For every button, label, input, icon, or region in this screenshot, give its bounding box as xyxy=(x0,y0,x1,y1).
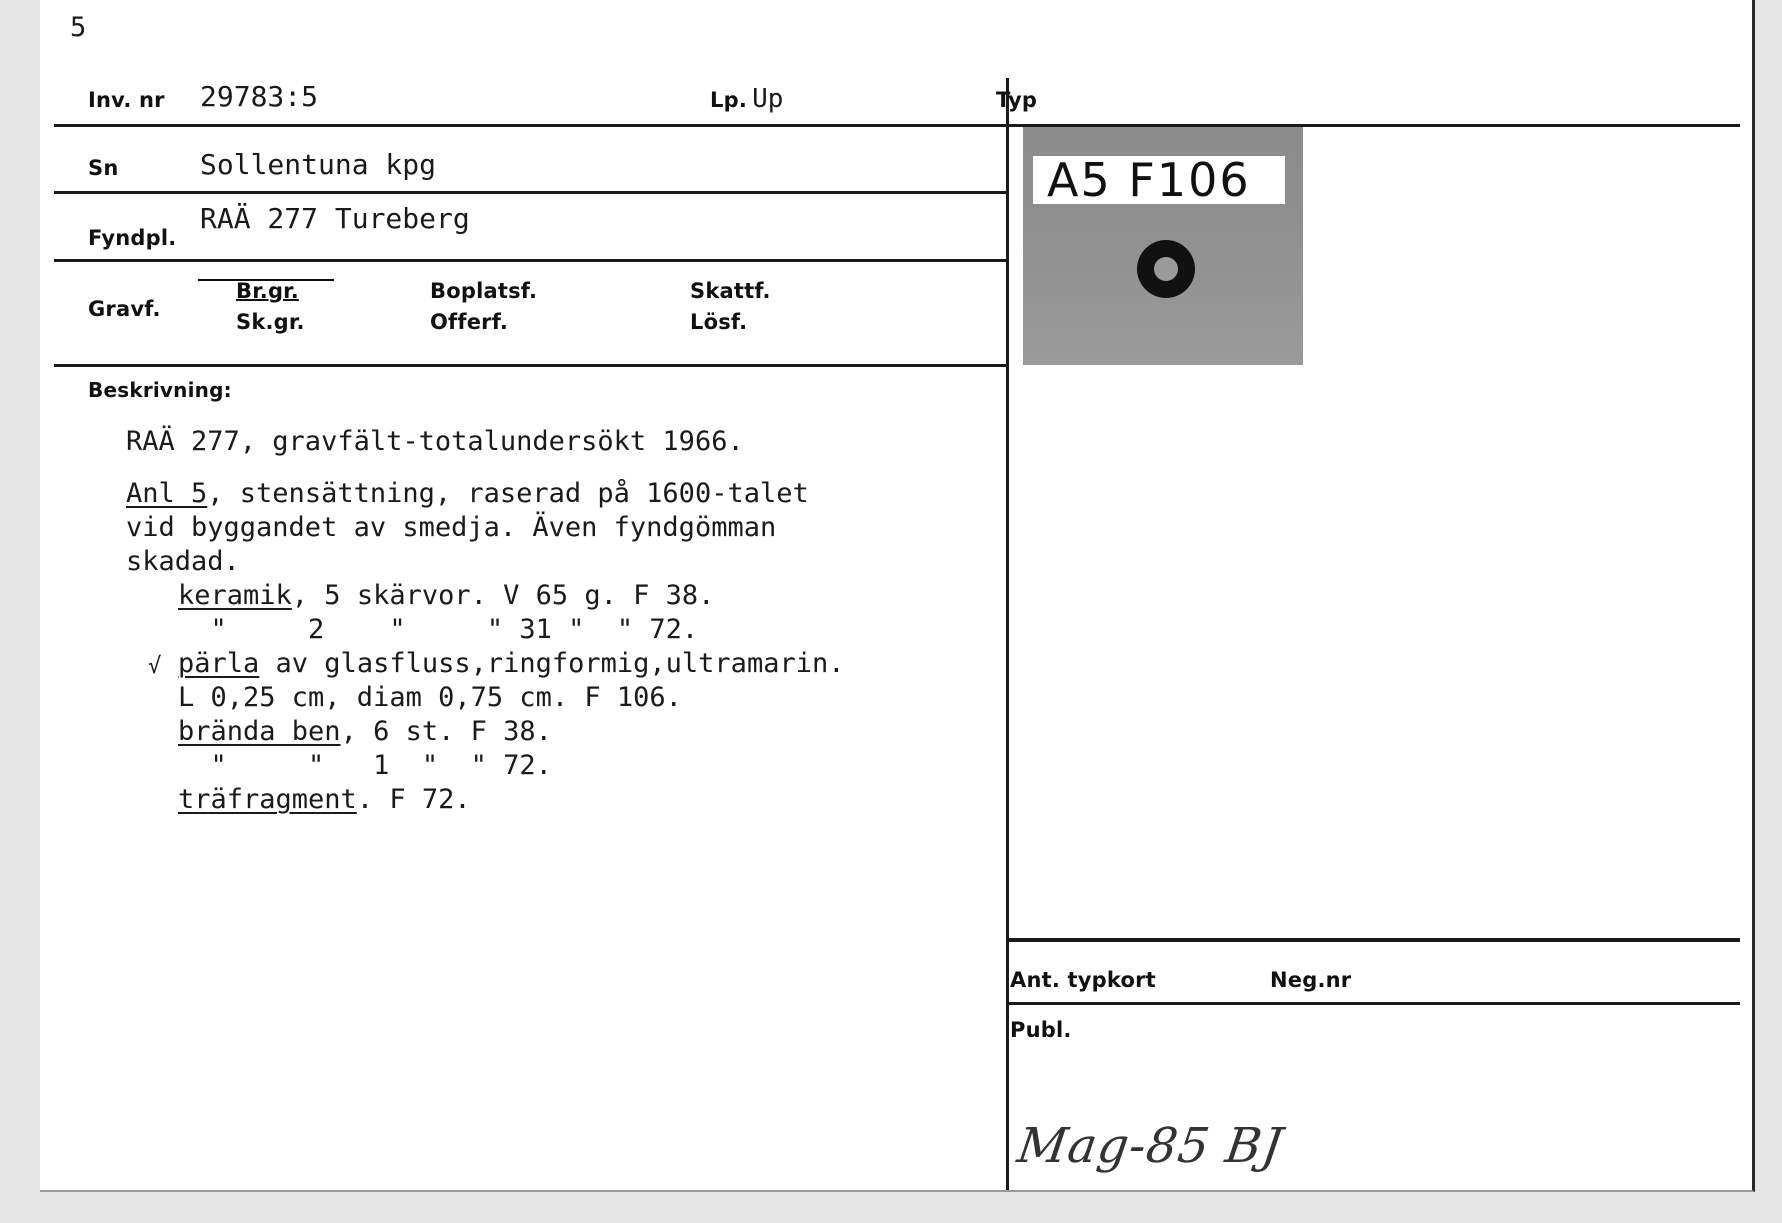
gravf-option-skattf: Skattf. xyxy=(690,279,771,303)
gravf-option-losf: Lösf. xyxy=(690,310,748,334)
desc-line-ben-2: " " 1 " " 72. xyxy=(178,750,552,781)
check-mark: √ xyxy=(148,654,162,679)
publ-label: Publ. xyxy=(1010,1018,1072,1042)
photo-label: A5 F106 xyxy=(1033,156,1285,204)
neg-nr-label: Neg.nr xyxy=(1270,968,1352,992)
lp-label: Lp. xyxy=(710,88,747,112)
card-number: 5 xyxy=(70,12,87,43)
desc-line-parla: pärla av glasfluss,ringformig,ultramarin. xyxy=(178,648,845,679)
lp-value: Up xyxy=(752,84,784,114)
fyndpl-label: Fyndpl. xyxy=(88,226,177,250)
rule-ant-bottom xyxy=(1009,1002,1740,1005)
bead-photo xyxy=(1023,127,1303,365)
desc-line-keramik-2: " 2 " " 31 " " 72. xyxy=(178,614,699,645)
ant-typkort-label: Ant. typkort xyxy=(1010,968,1156,992)
gravf-option-boplatsf: Boplatsf. xyxy=(430,279,538,303)
rule-inv xyxy=(54,124,1009,127)
rule-ant-top xyxy=(1009,938,1740,942)
inv-nr-value: 29783:5 xyxy=(200,80,319,113)
gravf-label: Gravf. xyxy=(88,297,161,321)
handwritten-signature: Mag-85 BJ xyxy=(1014,1118,1287,1174)
inv-nr-label: Inv. nr xyxy=(88,88,165,112)
desc-line-3: vid byggandet av smedja. Även fyndgömman xyxy=(126,512,777,543)
column-divider xyxy=(1006,78,1009,1190)
gravf-option-offerf: Offerf. xyxy=(430,310,509,334)
catalog-card xyxy=(40,0,1755,1192)
sn-label: Sn xyxy=(88,156,119,180)
typ-label: Typ xyxy=(996,88,1038,112)
bead-icon xyxy=(1137,240,1195,298)
desc-line-2: Anl 5, stensättning, raserad på 1600-talet xyxy=(126,478,809,509)
lp-field xyxy=(710,84,783,114)
desc-line-parla-2: L 0,25 cm, diam 0,75 cm. F 106. xyxy=(178,682,682,713)
keramik-term: keramik xyxy=(178,580,292,611)
rule-fyndpl xyxy=(54,259,1009,262)
desc-line-keramik: keramik, 5 skärvor. V 65 g. F 38. xyxy=(178,580,715,611)
anl-term: Anl 5 xyxy=(126,478,208,509)
gravf-option-skgr: Sk.gr. xyxy=(236,310,305,334)
desc-line-4: skadad. xyxy=(126,546,240,577)
rule-sn xyxy=(54,191,1009,194)
desc-line-1: RAÄ 277, gravfält-totalundersökt 1966. xyxy=(126,426,744,457)
desc-line-trafragment: träfragment. F 72. xyxy=(178,784,471,815)
fyndpl-value: RAÄ 277 Tureberg xyxy=(200,202,470,235)
gravf-option-brgr: Br.gr. xyxy=(236,279,299,303)
sn-value: Sollentuna kpg xyxy=(200,148,437,181)
bead-hole xyxy=(1154,257,1178,281)
trafragment-term: träfragment xyxy=(178,784,357,815)
parla-term: pärla xyxy=(178,648,260,679)
rule-gravf xyxy=(54,364,1009,367)
branda-ben-term: brända ben xyxy=(178,716,341,747)
desc-line-ben: brända ben, 6 st. F 38. xyxy=(178,716,552,747)
beskrivning-label: Beskrivning: xyxy=(88,378,232,402)
